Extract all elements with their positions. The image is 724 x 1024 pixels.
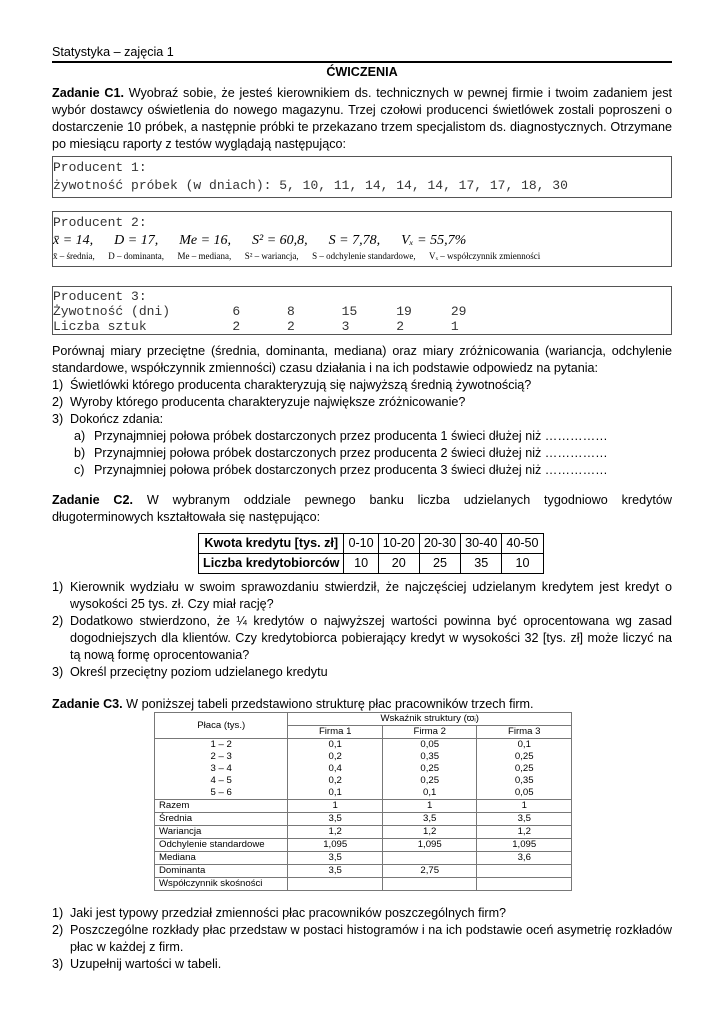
c3-questions (52, 905, 672, 973)
salary-table: Płaca (tys.) Wskaźnik struktury (ϖᵢ) Firma 1 Firma 2 Firma 3 1 – 2 0,1 0,05 0,1 2 – 3 0,2 0,35 0,25 3 – 4 0,4 0,25 0,25 4 – 5 0,2 0,25 0,35 5 – 6 0,1 0,1 0,05 Razem 1 1 1 Średnia 3,5 3,5 3,5 Wariancja 1,2 1,2 1,2 Odchylenie standardowe 1,095 1,095 1,095 Mediana 3,5 3,6 Dominanta 3,5 2,75 Współczynnik skośności (154, 712, 572, 891)
producer1-data: żywotność próbek (w dniach): 5, 10, 11, 14, 14, 14, 17, 17, 18, 30 (53, 178, 568, 193)
table-row: 1 – 2 0,1 0,05 0,1 (155, 739, 572, 752)
c1-intro-text: Wyobraź sobie, że jesteś kierownikiem ds. technicznych w pewnej firmie i twoim zadaniem jest wybór dostawcy oświetlenia do nowego magazynu. Trzej czołowi producenci świetlówek zostali poproszeni o dostarczenie 10 próbek, a następnie próbki te przekazano trzem specjalistom ds. diagnostycznych. Otrzymane po miesiącu raporty z testów wyglądają następująco: (52, 86, 672, 151)
producer2-legend: x̄ – średnia, D – dominanta, Me – mediana, S² – wariancja, S – odchylenie standardowe, Vₓ – współczynnik zmienności (53, 251, 541, 261)
table-row: Średnia 3,5 3,5 3,5 (155, 813, 572, 826)
producer3-box (52, 286, 672, 335)
c2-label: Zadanie C2. (52, 493, 134, 507)
list-item: 1) Świetlówki którego producenta charakteryzują się najwyższą średnią żywotnością? (52, 378, 532, 392)
c2-intro: Zadanie C2. W wybranym oddziale pewnego banku liczba udzielanych tygodniowo kredytów długoterminowych kształtowała się następująco: (52, 493, 672, 524)
list-item: 2) Wyroby którego producenta charakteryzuje największe zróżnicowanie? (52, 395, 466, 409)
table-row: Liczba kredytobiorców 10 20 25 35 10 (199, 554, 544, 574)
list-item: 2) Dodatkowo stwierdzono, że ¼ kredytów o najwyższej wartości powinna być oprocentowana wg zasad dogodniejszych dla klientów. Czy kredytobiorca pobierający kredyt w wysokości 32 [tys. zł] może liczyć na tą nową formę oprocentowania? (52, 614, 672, 662)
table-row: Mediana 3,5 3,6 (155, 852, 572, 865)
list-item: 3) Dokończ zdania: (52, 412, 164, 426)
list-item: 1) Kierownik wydziału w swoim sprawozdaniu stwierdził, że najczęściej udzielanym kredytem jest kredyt o wysokości 25 tys. zł. Czy miał rację? (52, 580, 672, 611)
table-row: Dominanta 3,5 2,75 (155, 865, 572, 878)
page-header: Statystyka – zajęcia 1 (52, 45, 174, 59)
c1-questions (52, 343, 672, 479)
producer3-lifetime-row: Żywotność (dni) 6 8 15 19 29 (53, 304, 467, 319)
list-item: b) Przynajmniej połowa próbek dostarczonych przez producenta 2 świeci dłużej niż …………… (74, 446, 608, 460)
producer2-box (52, 211, 672, 267)
list-item: 3) Uzupełnij wartości w tabeli. (52, 957, 222, 971)
list-item: c) Przynajmniej połowa próbek dostarczonych przez producenta 3 świeci dłużej niż …………… (74, 463, 608, 477)
table-row: 5 – 6 0,1 0,1 0,05 (155, 787, 572, 800)
c3-intro: Zadanie C3. W poniższej tabeli przedstawiono strukturę płac pracowników trzech firm. (52, 697, 534, 711)
producer3-count-row: Liczba sztuk 2 2 3 2 1 (53, 319, 459, 334)
table-row: 2 – 3 0,2 0,35 0,25 (155, 751, 572, 763)
producer2-title: Producent 2: (53, 215, 147, 230)
list-item: 1) Jaki jest typowy przedział zmienności płac pracowników poszczególnych firm? (52, 906, 507, 920)
c3-label: Zadanie C3. (52, 697, 123, 711)
table-row: Odchylenie standardowe 1,095 1,095 1,095 (155, 839, 572, 852)
c2-questions (52, 579, 672, 681)
credit-table (198, 533, 544, 574)
table-row: 3 – 4 0,4 0,25 0,25 (155, 763, 572, 775)
c1-intro (52, 85, 672, 153)
list-item: a) Przynajmniej połowa próbek dostarczonych przez producenta 1 świeci dłużej niż …………… (74, 429, 608, 443)
c1-label: Zadanie C1. (52, 86, 124, 100)
table-row: Współczynnik skośności (155, 878, 572, 891)
producer1-title: Producent 1: (53, 160, 147, 175)
list-item: 2) Poszczególne rozkłady płac przedstaw w postaci histogramów i na ich podstawie oceń asymetrię rozkładów płac w każdej z firm. (52, 923, 672, 954)
producer2-stats: x̄ = 14, D = 17, Me = 16, S² = 60,8, S = 7,78, Vₓ = 55,7% (53, 233, 467, 248)
table-row: Wariancja 1,2 1,2 1,2 (155, 826, 572, 839)
c1-question-text: Porównaj miary przeciętne (średnia, dominanta, mediana) oraz miary zróżnicowania (wariancja, odchylenie standardowe, współczynnik zmienności) czasu działania i na ich podstawie odpowiedz na pytania: (52, 344, 672, 375)
table-row: Razem 1 1 1 (155, 800, 572, 813)
table-row: 4 – 5 0,2 0,25 0,35 (155, 775, 572, 787)
producer1-box (52, 156, 672, 198)
producer3-title: Producent 3: (53, 289, 147, 304)
table-row: Kwota kredytu [tys. zł] 0-10 10-20 20-30 30-40 40-50 (199, 534, 544, 554)
page-title: ĆWICZENIA (326, 65, 398, 79)
list-item: 3) Określ przeciętny poziom udzielanego kredytu (52, 665, 328, 679)
header-rule (52, 61, 672, 63)
